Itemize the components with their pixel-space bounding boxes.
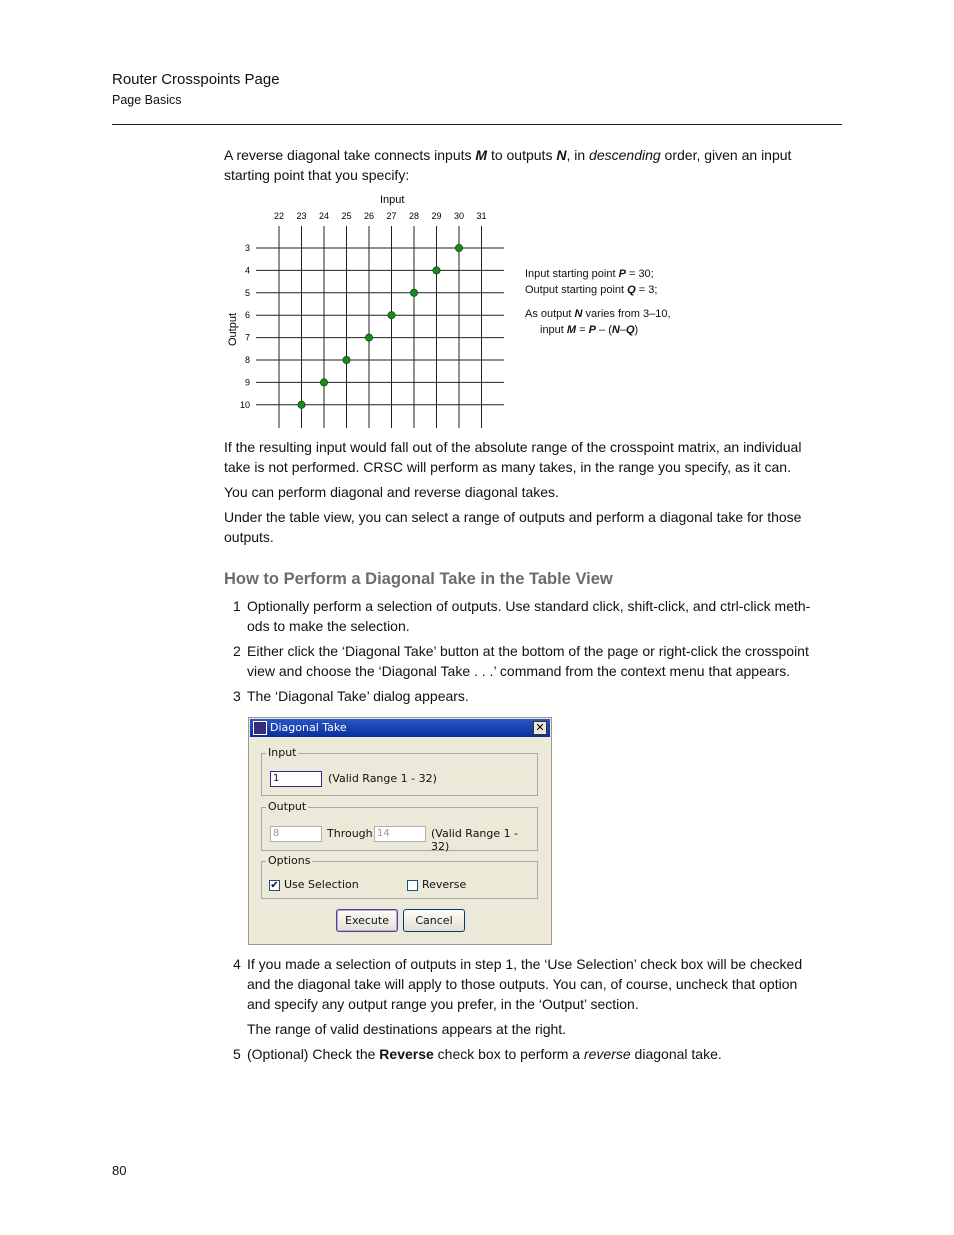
input-tick-label: 25 <box>341 211 352 221</box>
dialog-title: Diagonal Take <box>270 721 347 734</box>
input-field[interactable]: 1 <box>270 771 322 787</box>
crosspoint-dot <box>298 401 305 408</box>
running-header-subtitle: Page Basics <box>112 93 182 107</box>
close-icon[interactable]: ✕ <box>533 721 547 735</box>
input-range-label: (Valid Range 1 - 32) <box>328 772 437 785</box>
input-tick-label: 30 <box>453 211 465 221</box>
use-selection-checkbox[interactable]: ✔ <box>270 880 279 891</box>
input-tick-label: 27 <box>386 211 397 221</box>
execute-button[interactable]: Execute <box>336 909 398 932</box>
output-tick-label: 9 <box>244 377 250 388</box>
output-axis-label: Output <box>227 312 239 346</box>
running-header-title: Router Crosspoints Page <box>112 71 280 88</box>
diagram-annotation: Input starting point P = 30; Output starting point Q = 3; As output N varies from 3–10, input M = P – (N–Q) <box>525 268 671 336</box>
step-4-note: The range of valid destinations appears at the right. <box>247 1021 567 1037</box>
app-icon <box>253 721 267 735</box>
use-selection-label: Use Selection <box>284 878 359 891</box>
output-tick-label: 10 <box>239 399 250 410</box>
input-tick-label: 24 <box>318 211 330 221</box>
output-to-field[interactable]: 14 <box>374 826 426 842</box>
output-tick-label: 3 <box>244 243 250 253</box>
crosspoint-dot <box>388 312 395 319</box>
step-1: 1 Optionally perform a selection of outputs. Use standard click, shift-click, and ctrl-click meth- ods to make the selection. <box>233 598 811 634</box>
input-tick-label: 22 <box>273 211 285 221</box>
crosspoint-dot <box>320 379 327 386</box>
header-rule <box>112 124 842 125</box>
options-group-label: Options <box>268 854 311 867</box>
input-tick-label: 26 <box>363 211 375 221</box>
takes-paragraph: You can perform diagonal and reverse diagonal takes. <box>224 484 559 500</box>
input-group-label: Input <box>268 746 297 759</box>
output-group <box>261 800 538 853</box>
reverse-label: Reverse <box>422 878 467 891</box>
page-number: 80 <box>112 1163 127 1178</box>
table-view-paragraph: Under the table view, you can select a range of outputs and perform a diagonal take for those outputs. <box>224 509 802 545</box>
step-2: 2 Either click the ‘Diagonal Take’ button at the bottom of the page or right-click the crosspoint view and choose the ‘Diagonal Take . . .’ command from the context menu that appears. <box>233 643 809 679</box>
diagonal-take-dialog <box>248 717 552 945</box>
dialog-titlebar[interactable] <box>250 719 550 737</box>
cancel-button[interactable]: Cancel <box>403 909 465 932</box>
range-paragraph: If the resulting input would fall out of the absolute range of the crosspoint matrix, an individual take is not performed. CRSC will perform as many takes, in the range you specify, as it can. <box>224 439 802 475</box>
crosspoint-dot <box>410 289 417 296</box>
input-tick-label: 29 <box>431 211 442 221</box>
step-3: 3 The ‘Diagonal Take’ dialog appears. <box>233 688 469 704</box>
output-from-field[interactable]: 8 <box>270 826 322 842</box>
output-tick-label: 6 <box>244 310 250 321</box>
reverse-checkbox[interactable] <box>407 880 418 891</box>
step-4: 4 If you made a selection of outputs in step 1, the ‘Use Selection’ check box will be checked and the diagonal take will apply to those outputs. You can, of course, uncheck that option and specify any output range you prefer, in the ‘Output’ section. <box>233 956 803 1012</box>
input-tick-label: 28 <box>408 211 420 221</box>
step-5: 5 (Optional) Check the Reverse check box to perform a reverse diagonal take. <box>233 1046 722 1062</box>
crosspoint-dot <box>365 334 372 341</box>
input-tick-label: 31 <box>476 211 487 221</box>
crosspoint-dot <box>343 356 350 363</box>
input-tick-label: 23 <box>296 211 307 221</box>
output-tick-label: 7 <box>244 332 250 343</box>
crosspoint-dot <box>433 267 440 274</box>
options-group <box>261 854 538 899</box>
crosspoint-dot <box>455 244 462 251</box>
intro-paragraph: A reverse diagonal take connects inputs M to outputs N, in descending order, given an input starting point that you specify: <box>224 147 792 183</box>
input-group <box>261 746 538 796</box>
through-label: Through <box>327 827 373 840</box>
output-tick-label: 5 <box>244 287 250 298</box>
output-range-label: (Valid Range 1 - 32) <box>431 827 519 853</box>
output-tick-label: 8 <box>244 355 250 365</box>
output-tick-label: 4 <box>244 265 250 276</box>
input-axis-label: Input <box>380 194 405 206</box>
output-group-label: Output <box>268 800 307 813</box>
section-heading: How to Perform a Diagonal Take in the Table View <box>224 570 613 588</box>
